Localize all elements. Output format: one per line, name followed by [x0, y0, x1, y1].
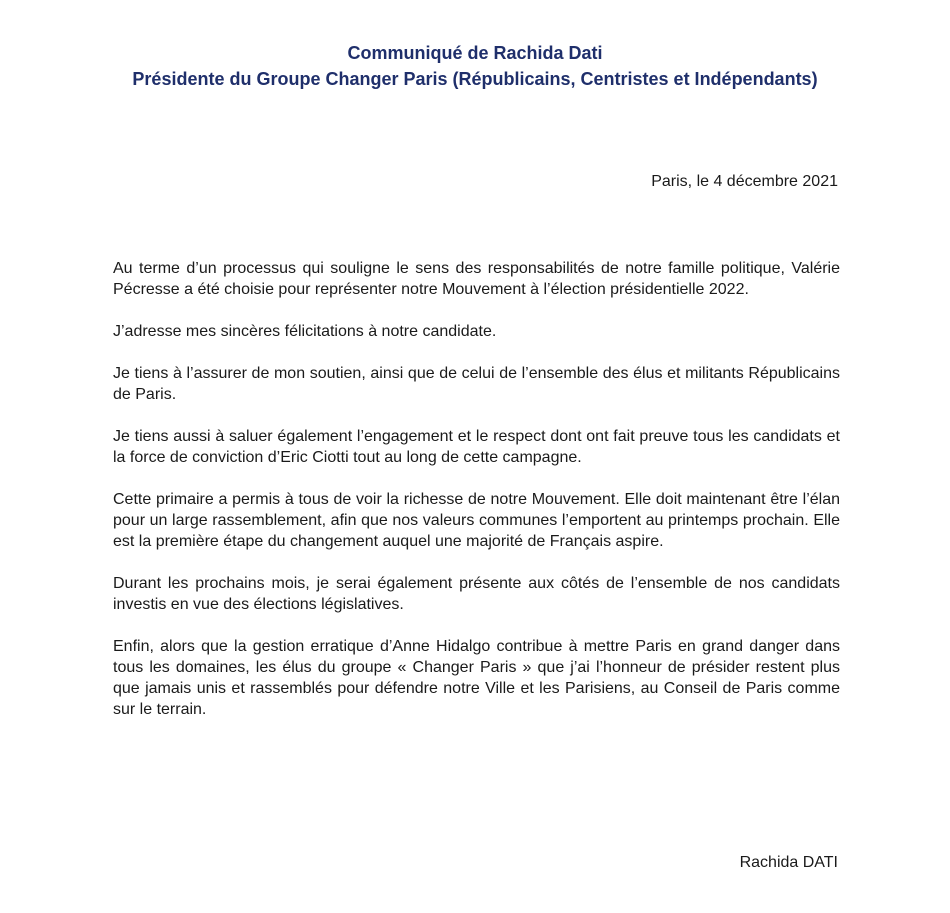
paragraph: J’adresse mes sincères félicitations à notre candidate. — [113, 323, 497, 340]
paragraph: Je tiens à l’assurer de mon soutien, ainsi que de celui de l’ensemble des élus et militants Républicains de Paris. — [113, 365, 840, 403]
signature: Rachida DATI — [739, 854, 838, 871]
page-subtitle: Présidente du Groupe Changer Paris (Républicains, Centristes et Indépendants) — [132, 69, 818, 89]
page-title: Communiqué de Rachida Dati — [347, 43, 603, 63]
press-release-body — [113, 258, 840, 741]
paragraph: Cette primaire a permis à tous de voir la richesse de notre Mouvement. Elle doit maintenant être l’élan pour un large rassemblement, afin que nos valeurs communes l’emportent au printemps prochain. Elle est la première étape du changement auquel une majorité de Français aspire. — [113, 491, 840, 550]
paragraph: Enfin, alors que la gestion erratique d’Anne Hidalgo contribue à mettre Paris en grand danger dans tous les domaines, les élus du groupe « Changer Paris » que j’ai l’honneur de présider restent plus que jamais unis et rassemblés pour défendre notre Ville et les Parisiens, au Conseil de Paris comme sur le terrain. — [113, 638, 840, 718]
paragraph: Durant les prochains mois, je serai également présente aux côtés de l’ensemble de nos candidats investis en vue des élections législatives. — [113, 575, 840, 613]
date-line: Paris, le 4 décembre 2021 — [651, 173, 838, 190]
paragraph: Je tiens aussi à saluer également l’engagement et le respect dont ont fait preuve tous les candidats et la force de conviction d’Eric Ciotti tout au long de cette campagne. — [113, 428, 840, 466]
press-release-header — [0, 40, 950, 92]
paragraph: Au terme d’un processus qui souligne le sens des responsabilités de notre famille politique, Valérie Pécresse a été choisie pour représenter notre Mouvement à l’élection présidentielle 2022. — [113, 260, 840, 298]
